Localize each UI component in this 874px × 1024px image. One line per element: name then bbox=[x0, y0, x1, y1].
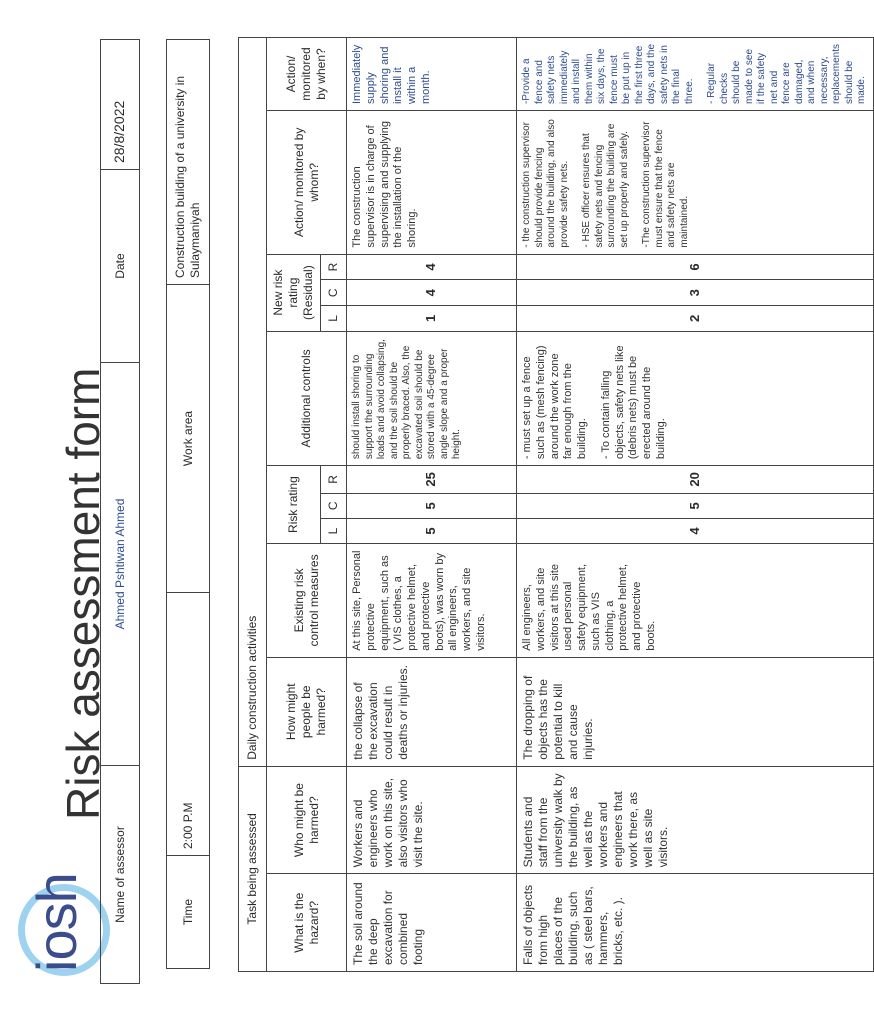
action-when-cell: Immediately supply shoring and install it within a month. bbox=[347, 38, 517, 111]
date-label: Date bbox=[101, 170, 140, 363]
col-l: L bbox=[321, 519, 347, 544]
task-assessed-label: Task being assessed bbox=[239, 766, 267, 971]
who-cell: Workers and engineers who work on this site, also visitors who visit the site. bbox=[347, 766, 517, 874]
how-cell: the collapse of the excavation could result in deaths or injuries. bbox=[347, 657, 517, 766]
col-existing: Existing risk control measures bbox=[267, 544, 347, 658]
col-action-whom: Action/ monitored by whom? bbox=[267, 111, 347, 255]
task-assessed-value: Daily construction activities bbox=[239, 38, 267, 767]
new-rating-r: 4 bbox=[347, 254, 517, 280]
work-area-value: Construction building of a university in Sulaymaniyah bbox=[167, 40, 210, 285]
date-value: 28/8/2022 bbox=[101, 40, 140, 170]
col-r: R bbox=[321, 466, 347, 493]
who-cell: Students and staff from the university walk by the building, as well as the workers and engineers that work there, as well as site visitors. bbox=[517, 766, 874, 874]
col-how: How might people be harmed? bbox=[267, 657, 347, 766]
col-risk-rating: Risk rating bbox=[267, 466, 321, 544]
time-value: 2:00 P.M bbox=[167, 593, 210, 856]
action-when-item: -Provide a fence and safety nets immediately and install them within six days, the fence must be put up in the first three days, and the safety nets in the final three. bbox=[521, 43, 695, 105]
hazard-cell: Falls of objects from high places of the building, such as ( steel bars, hammers, bricks, etc. ). bbox=[517, 874, 874, 972]
rating-r: 20 bbox=[517, 466, 874, 493]
action-when-item: - Regular checks should be made to see if the safety net and fence are damaged, and when necessary, replacements should be made. bbox=[706, 44, 867, 105]
assessor-name-label: Name of assessor bbox=[101, 766, 140, 984]
rating-l: 4 bbox=[517, 519, 874, 544]
col-new-r: R bbox=[321, 254, 347, 280]
time-label: Time bbox=[167, 856, 210, 969]
col-hazard: What is the hazard? bbox=[267, 874, 347, 972]
col-new-risk: New risk rating (Residual) bbox=[267, 254, 321, 331]
logo-text: iosh bbox=[25, 873, 88, 972]
rating-l: 5 bbox=[347, 519, 517, 544]
rating-r: 25 bbox=[347, 466, 517, 493]
new-rating-c: 4 bbox=[347, 280, 517, 306]
action-whom-cell bbox=[517, 111, 874, 255]
new-rating-r: 6 bbox=[517, 254, 874, 280]
action-whom-item: - HSE officer ensures that safety nets and fencing surrounding the building are set up properly and safely. bbox=[581, 123, 630, 248]
action-whom-item: - the construction supervisor should provide fencing around the building, and also provide safety nets. bbox=[521, 119, 570, 248]
hazard-cell: The soil around the deep excavation for combined footing bbox=[347, 874, 517, 972]
additional-cell: should install shoring to support the surrounding loads and avoid collapsing, and the soil should be properly braced. Also, the excavated soil should be stored with a 45-degree angle slope and a proper height. bbox=[347, 331, 517, 465]
action-whom-cell: The construction supervisor is in charge of supervising and supplying the installation of the shoring. bbox=[347, 111, 517, 255]
additional-item: - To contain falling objects, safety nets like (debris nets) must be erected around the building. bbox=[599, 345, 667, 460]
page-title: Risk assessment form bbox=[57, 367, 109, 820]
col-new-c: C bbox=[321, 280, 347, 306]
table-row bbox=[517, 38, 874, 972]
risk-table bbox=[238, 37, 874, 972]
existing-cell: All engineers, workers, and site visitors at this site used personal safety equipment, such as VIS clothing, a protective helmet, and protective boots. bbox=[517, 544, 874, 658]
task-table bbox=[166, 39, 210, 969]
action-whom-item: -The construction supervisor must ensure that the fence and safety nets are maintained. bbox=[641, 121, 690, 248]
assessor-name-value: Ahmed Pshtiwan Ahmed bbox=[101, 363, 140, 766]
table-row bbox=[347, 38, 517, 972]
additional-item: - must set up a fence such as (mesh fencing) around the work zone far enough from the building. bbox=[521, 345, 588, 460]
col-new-l: L bbox=[321, 306, 347, 331]
col-who: Who might be harmed? bbox=[267, 766, 347, 874]
existing-cell: At this site, Personal protective equipment, such as ( VIS clothes, a protective helmet, and protective boots), was worn by all engineers, workers, and site visitors. bbox=[347, 544, 517, 658]
new-rating-c: 3 bbox=[517, 280, 874, 306]
how-cell: The dropping of objects has the potential to kill and cause injuries. bbox=[517, 657, 874, 766]
additional-cell bbox=[517, 331, 874, 465]
work-area-label: Work area bbox=[167, 285, 210, 593]
rating-c: 5 bbox=[347, 493, 517, 518]
new-rating-l: 2 bbox=[517, 306, 874, 331]
col-c: C bbox=[321, 493, 347, 518]
rating-c: 5 bbox=[517, 493, 874, 518]
col-additional: Additional controls bbox=[267, 331, 347, 465]
action-when-cell bbox=[517, 38, 874, 111]
assessor-table bbox=[100, 39, 140, 984]
new-rating-l: 1 bbox=[347, 306, 517, 331]
col-action-when: Action/ monitored by when? bbox=[267, 38, 347, 111]
